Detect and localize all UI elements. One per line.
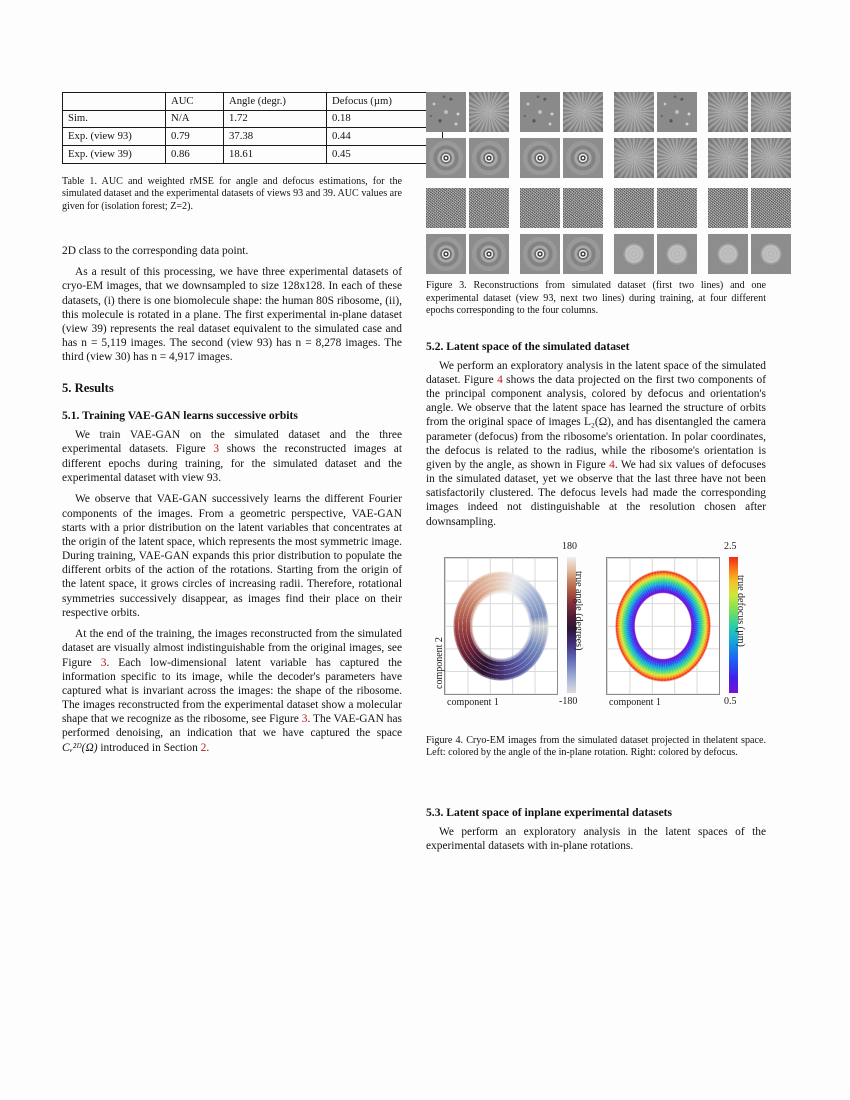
axis-label-component-2: component 2 <box>434 636 445 689</box>
orbit-scatter-points-defocus <box>615 570 711 682</box>
figure-3-row <box>426 92 778 132</box>
recon-image <box>708 92 748 132</box>
colorbar-max-label-angle: 180 <box>562 540 577 552</box>
table-row <box>63 128 443 146</box>
recon-image <box>520 234 560 274</box>
figure-3-row <box>426 188 778 228</box>
figure-4-caption: Figure 4. Cryo-EM images from the simulated dataset projected in thelatent space. Left: colored by the angle of the in-plane rotation. Right: colored by defocus. <box>426 734 766 759</box>
axis-label-component-1-right: component 1 <box>609 696 661 708</box>
table-cell-auc: 0.79 <box>166 128 224 146</box>
figure-ref-3[interactable]: 3 <box>301 713 308 726</box>
recon-image <box>563 138 603 178</box>
subsection-heading-5-2: 5.2. Latent space of the simulated dataset <box>426 339 630 353</box>
table-header-angle: Angle (degr.) <box>224 93 327 111</box>
figure-3-caption: Figure 3. Reconstructions from simulated dataset (first two lines) and one experimental dataset (view 93, next two lines) during training, at four different epochs corresponding to the four columns. <box>426 280 766 317</box>
recon-image <box>426 138 466 178</box>
paragraph-5-2 <box>426 359 766 529</box>
para-51a-text-1: We train VAE-GAN on the simulated dataset and the three experimental datasets. Figure <box>62 429 402 456</box>
colorbar-label-defocus: true defocus (µm) <box>735 574 746 647</box>
table-row <box>63 146 443 164</box>
figure-3-column-pair <box>520 234 603 274</box>
figure-4-plots <box>426 539 778 721</box>
figure-3-column-pair <box>708 234 791 274</box>
figure-3-column-pair <box>426 234 509 274</box>
section-heading-results: 5. Results <box>62 381 114 396</box>
colorbar-label-angle: true angle (degrees) <box>573 570 584 651</box>
colorbar-max-label-defocus: 2.5 <box>724 540 737 552</box>
recon-image <box>563 188 603 228</box>
recon-image <box>520 92 560 132</box>
paragraph-5-3: We perform an exploratory analysis in the latent spaces of the experimental datasets with in-plane rotations. <box>426 825 766 852</box>
para-51c-text-1: At the end of the training, the images reconstructed from the simulated dataset are visually almost indistinguishable from the original images, see Figure <box>62 628 402 669</box>
recon-image <box>657 188 697 228</box>
table-row <box>63 110 443 128</box>
table-cell-angle: 37.38 <box>224 128 327 146</box>
table-header-row <box>63 93 443 111</box>
figure-3-row <box>426 138 778 178</box>
left-column <box>62 92 402 762</box>
para-52-text-1: We perform an exploratory analysis in the latent space of the simulated dataset. Figure <box>426 359 766 386</box>
recon-image <box>520 188 560 228</box>
figure-3-column-pair <box>614 188 697 228</box>
recon-image <box>751 188 791 228</box>
recon-image <box>614 188 654 228</box>
figure-3-column-pair <box>614 138 697 178</box>
recon-image <box>469 234 509 274</box>
recon-image <box>614 92 654 132</box>
recon-image <box>469 188 509 228</box>
recon-image <box>469 92 509 132</box>
colorbar-min-label-defocus: 0.5 <box>724 695 737 707</box>
recon-image <box>426 188 466 228</box>
paragraph-5-1-a <box>62 428 402 485</box>
recon-image <box>657 234 697 274</box>
table-cell-label: Sim. <box>63 110 166 128</box>
paragraph-5-1-c <box>62 627 402 754</box>
figure-ref-3[interactable]: 3 <box>100 656 107 669</box>
figure-3-column-pair <box>708 138 791 178</box>
figure-3-column-pair <box>614 92 697 132</box>
table-cell-defocus: 0.45 <box>327 146 443 164</box>
subsection-heading-5-1: 5.1. Training VAE-GAN learns successive orbits <box>62 409 298 423</box>
recon-image <box>751 138 791 178</box>
para-52-text-2: shows the data projected on the first two components of the principal component analysis, colored by defocus and orientation's angle. We observe that the latent space has learned the structure of orbits from the original space of images L₂(Ω), and has disentangled the camera parameter (defocus) from the ribosome's orientation. In polar coordinates, the defocus is related to the radius, while the ribosome's orientation is given by the angle, as shown in Figure <box>426 373 766 471</box>
para-52-text-3: . We had six values of defocuses in the simulated dataset, yet we observe that the last three have not been satisfactorily clustered. The defocus levels had made the corresponding images indeed not distinguishable at the resolution chosen after downsampling. <box>426 458 766 528</box>
recon-image <box>563 92 603 132</box>
table-header-blank <box>63 93 166 111</box>
table-cell-angle: 18.61 <box>224 146 327 164</box>
table-cell-defocus: 0.44 <box>327 128 443 146</box>
figure-3-image-grid <box>426 92 778 274</box>
math-space-symbol: Cᵥ²ᴰ(Ω) <box>62 741 98 754</box>
paragraph-datasets: As a result of this processing, we have three experimental datasets of cryo-EM images, that we downsampled to size 128x128. In each of these datasets, (i) there is one biomolecule shape: the human 80S ribosome, (ii), this molecule is rotated in a plane. The first experimental in-plane dataset (view 39) represents the real dataset equivalent to the simulated case and has n = 5,119 images. The second (view 93) has n = 8,278 images. The third (view 30) has n = 4,917 images. <box>62 266 402 364</box>
recon-image <box>426 234 466 274</box>
figure-3-column-pair <box>426 138 509 178</box>
subsection-heading-5-3: 5.3. Latent space of inplane experimental datasets <box>426 805 673 819</box>
table-cell-defocus: 0.18 <box>327 110 443 128</box>
recon-image <box>614 234 654 274</box>
table-cell-auc: N/A <box>166 110 224 128</box>
table-header-defocus: Defocus (µm) <box>327 93 443 111</box>
figure-3-column-pair <box>614 234 697 274</box>
table-cell-angle: 1.72 <box>224 110 327 128</box>
recon-image <box>614 138 654 178</box>
para-51c-text-3: . The VAE-GAN has performed denoising, an indication that we have captured the space <box>62 713 402 740</box>
figure-ref-3[interactable]: 3 <box>213 443 220 456</box>
recon-image <box>751 234 791 274</box>
para-51c-text-5: . <box>206 741 210 754</box>
orbit-scatter-points-angle <box>453 571 549 681</box>
figure-ref-4[interactable]: 4 <box>609 458 615 471</box>
axis-label-component-1-left: component 1 <box>447 696 499 708</box>
recon-image <box>469 138 509 178</box>
figure-3-column-pair <box>708 92 791 132</box>
right-column <box>426 92 766 861</box>
section-ref-2[interactable]: 2 <box>200 741 207 754</box>
figure-3-column-pair <box>520 188 603 228</box>
para-51c-text-4: introduced in Section <box>97 741 201 754</box>
scatter-plot-angle <box>444 557 558 695</box>
table-cell-label: Exp. (view 39) <box>63 146 166 164</box>
figure-ref-4[interactable]: 4 <box>497 373 503 386</box>
table-header-auc: AUC <box>166 93 224 111</box>
figure-3-column-pair <box>708 188 791 228</box>
para-51a-text-2: shows the reconstructed images at different epochs during training, for the simulated dataset and the experimental dataset with view 93. <box>62 443 402 484</box>
recon-image <box>426 92 466 132</box>
figure-3-column-pair <box>520 138 603 178</box>
paragraph-continued: 2D class to the corresponding data point. <box>62 244 249 257</box>
recon-image <box>657 138 697 178</box>
recon-image <box>520 138 560 178</box>
figure-3-row <box>426 234 778 274</box>
results-table <box>62 92 443 164</box>
figure-3-column-pair <box>426 92 509 132</box>
table-cell-auc: 0.86 <box>166 146 224 164</box>
table-cell-label: Exp. (view 93) <box>63 128 166 146</box>
recon-image <box>708 234 748 274</box>
recon-image <box>751 92 791 132</box>
recon-image <box>657 92 697 132</box>
recon-image <box>708 188 748 228</box>
paragraph-5-1-b: We observe that VAE-GAN successively learns the different Fourier components of the images. From a geometric perspective, VAE-GAN starts with a prior distribution on the latent variables that concentrates at the origin of the latent space, which represents the most symmetric image. During training, VAE-GAN expands this prior distribution to populate the different orbits of the action of the rotations. Starting from the origin of the latent space, it grows circles of increasing radii. Therefore, rotational symmetries successively disappear, as images find their place on their respective orbits. <box>62 493 402 619</box>
recon-image <box>563 234 603 274</box>
colorbar-min-label-angle: -180 <box>559 695 578 707</box>
recon-image <box>708 138 748 178</box>
para-51c-text-2: . Each low-dimensional latent variable has captured the information specific to its image, while the decoder's parameters have captured what is invariant across the images: the shape of the ribosome. The images reconstructed from the experimental dataset show a molecular shape that we recognize as the ribosome, see Figure <box>62 656 402 726</box>
figure-3-column-pair <box>426 188 509 228</box>
table-1-caption: Table 1. AUC and weighted rMSE for angle and defocus estimations, for the simulated dataset and the experimental datasets of views 93 and 39. AUC values are given for (isolation forest; Z=2). <box>62 175 402 212</box>
figure-3-column-pair <box>520 92 603 132</box>
scatter-plot-defocus <box>606 557 720 695</box>
